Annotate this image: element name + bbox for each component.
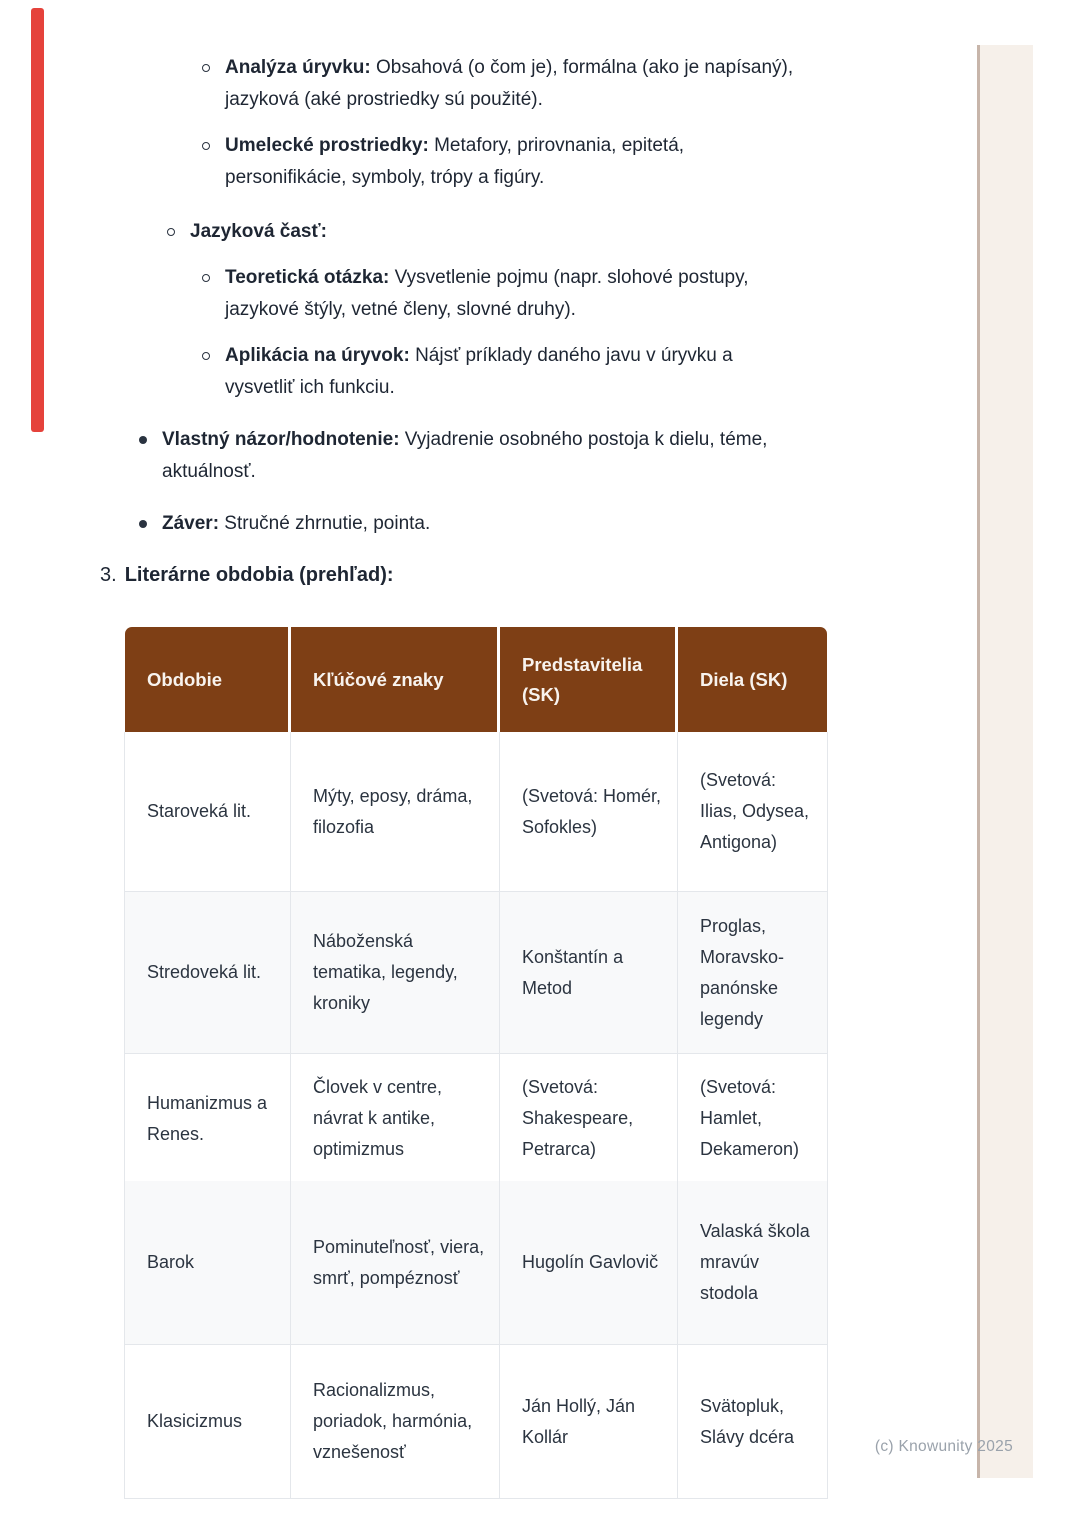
table-row: [125, 1181, 827, 1345]
outline-list: [0, 52, 960, 540]
table-cell: Svätopluk, Slávy dcéra: [678, 1345, 827, 1498]
section-title: Literárne obdobia (prehľad):: [124, 564, 394, 586]
filled-bullet-icon: [139, 436, 147, 444]
list-item-text: Vlastný názor/hodnotenie: Vyjadrenie osobného postoja k dielu, téme, aktuálnosť.: [162, 429, 768, 482]
hollow-bullet-icon: [167, 228, 175, 236]
list-item: [0, 340, 960, 404]
table-header-cell: Obdobie: [125, 627, 291, 732]
table-cell: Ján Hollý, Ján Kollár: [500, 1345, 678, 1498]
hollow-bullet-icon: [202, 142, 210, 150]
section-number: 3.: [100, 564, 117, 586]
table-header-cell: Predstavitelia (SK): [500, 627, 678, 732]
table-cell: Barok: [125, 1181, 291, 1345]
list-item-text: Záver: Stručné zhrnutie, pointa.: [162, 513, 431, 534]
section-heading: [0, 560, 960, 590]
table-cell: Konštantín a Metod: [500, 892, 678, 1054]
table-row: [125, 1054, 827, 1181]
table-row: [125, 892, 827, 1054]
filled-bullet-icon: [139, 520, 147, 528]
hollow-bullet-icon: [202, 352, 210, 360]
list-item: [0, 262, 960, 326]
table-cell: (Svetová: Ilias, Odysea, Antigona): [678, 732, 827, 892]
list-item-text: Jazyková časť:: [190, 221, 327, 242]
table-cell: Humanizmus a Renes.: [125, 1054, 291, 1184]
table-cell: (Svetová: Homér, Sofokles): [500, 732, 678, 892]
list-item: [0, 52, 960, 116]
table-cell: Mýty, eposy, dráma, filozofia: [291, 732, 500, 892]
table-cell: Staroveká lit.: [125, 732, 291, 892]
watermark-text: (c) Knowunity 2025: [874, 1438, 1013, 1455]
list-item-text: Aplikácia na úryvok: Nájsť príklady daného javu v úryvku a vysvetliť ich funkciu.: [225, 345, 733, 398]
literary-periods-table: [124, 627, 828, 1499]
table-cell: Valaská škola mravúv stodola: [678, 1181, 827, 1345]
table-row: [125, 732, 827, 892]
hollow-bullet-icon: [202, 274, 210, 282]
table-cell: Proglas, Moravsko-panónske legendy: [678, 892, 827, 1054]
document-content: [0, 52, 960, 1499]
list-item: [0, 216, 960, 248]
table-row: [125, 1345, 827, 1498]
table-cell: Pominuteľnosť, viera, smrť, pompéznosť: [291, 1181, 500, 1345]
table-header-cell: Kľúčové znaky: [291, 627, 500, 732]
right-margin-bar: [977, 45, 1033, 1478]
list-item-text: Teoretická otázka: Vysvetlenie pojmu (napr. slohové postupy, jazykové štýly, vetné členy, slovné druhy).: [225, 267, 749, 320]
table-cell: (Svetová: Shakespeare, Petrarca): [500, 1054, 678, 1184]
table-cell: Hugolín Gavlovič: [500, 1181, 678, 1345]
table-cell: (Svetová: Hamlet, Dekameron): [678, 1054, 827, 1184]
list-item: [0, 508, 960, 540]
list-item: [0, 424, 960, 488]
table-cell: Klasicizmus: [125, 1345, 291, 1498]
table-cell: Stredoveká lit.: [125, 892, 291, 1054]
hollow-bullet-icon: [202, 64, 210, 72]
table-cell: Náboženská tematika, legendy, kroniky: [291, 892, 500, 1054]
list-item: [0, 130, 960, 194]
table-header-cell: Diela (SK): [678, 627, 827, 732]
table-header-row: [125, 627, 827, 732]
list-item-text: Analýza úryvku: Obsahová (o čom je), formálna (ako je napísaný), jazyková (aké prostriedky sú použité).: [225, 57, 794, 110]
table-cell: Racionalizmus, poriadok, harmónia, vznešenosť: [291, 1345, 500, 1498]
list-item-text: Umelecké prostriedky: Metafory, prirovnania, epitetá, personifikácie, symboly, trópy a figúry.: [225, 135, 685, 188]
table-body: [124, 732, 828, 1499]
table-cell: Človek v centre, návrat k antike, optimizmus: [291, 1054, 500, 1184]
